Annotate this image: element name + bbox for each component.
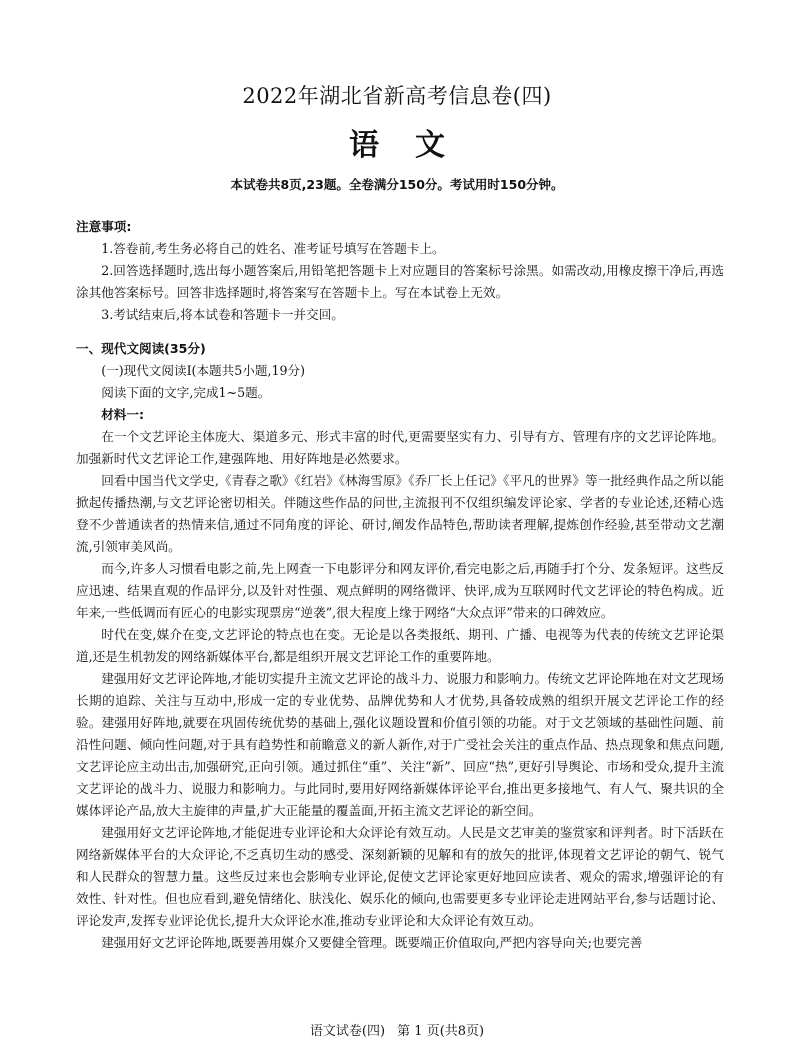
notes-title: 注意事项: bbox=[76, 219, 132, 234]
page-footer bbox=[0, 1020, 794, 1039]
exam-body bbox=[76, 210, 724, 954]
subsection-title: (一)现代文阅读Ⅰ(本题共5小题,19分) bbox=[101, 363, 305, 378]
notes-item: 2.回答选择题时,选出每小题答案后,用铅笔把答题卡上对应题目的答案标号涂黑。如需改动,用橡皮擦干净后,再选涂其他答案标号。回答非选择题时,将答案写在答题卡上。写在本试卷上无效。 bbox=[76, 263, 724, 300]
paragraph: 建强用好文艺评论阵地,才能促进专业评论和大众评论有效互动。人民是文艺审美的鉴赏家和评判者。时下活跃在网络新媒体平台的大众评论,不乏真切生动的感受、深刻新颖的见解和有的放矢的批评,体现着文艺评论的朝气、锐气和人民群众的智慧力量。这些反过来也会影响专业评论,促使文艺评论家更好地回应读者、观众的需求,增强评论的有效性、针对性。但也应看到,避免情绪化、肤浅化、娱乐化的倾向,也需要更多专业评论走进网站平台,参与话题讨论、评论发声,发挥专业评论优长,提升大众评论水准,推动专业评论和大众评论有效互动。 bbox=[76, 825, 724, 928]
footer-label: 语文试卷(四) bbox=[309, 1024, 386, 1039]
notes-item: 3.考试结束后,将本试卷和答题卡一并交回。 bbox=[101, 307, 344, 322]
paragraph: 回看中国当代文学史,《青春之歌》《红岩》《林海雪原》《乔厂长上任记》《平凡的世界》等一批经典作品之所以能掀起传播热潮,与文艺评论密切相关。伴随这些作品的问世,主流报刊不仅组织编发评论家、学者的专业论述,还精心选登不少普通读者的热情来信,通过不同角度的评论、研讨,阐发作品特色,帮助读者理解,提炼创作经验,甚至带动文艺潮流,引领审美风尚。 bbox=[76, 473, 724, 554]
paragraph: 建强用好文艺评论阵地,既要善用媒介又要健全管理。既要端正价值取向,严把内容导向关;也要完善 bbox=[101, 935, 643, 950]
subject-title: 语文 bbox=[349, 128, 481, 163]
paragraph: 而今,许多人习惯看电影之前,先上网查一下电影评分和网友评价,看完电影之后,再随手打个分、发条短评。这些反应迅速、结果直观的作品评分,以及针对性强、观点鲜明的网络微评、快评,成为互联网时代文艺评论的特色构成。近年来,一些低调而有匠心的电影实现票房“逆袭”,很大程度上缘于网络“大众点评”带来的口碑效应。 bbox=[76, 561, 724, 620]
paragraph: 时代在变,媒介在变,文艺评论的特点也在变。无论是以各类报纸、期刊、广播、电视等为代表的传统文艺评论渠道,还是生机勃发的网络新媒体平台,都是组织开展文艺评论工作的重要阵地。 bbox=[76, 627, 724, 664]
instruction: 阅读下面的文字,完成1~5题。 bbox=[101, 385, 271, 400]
footer-page-number: 第 1 页(共8页) bbox=[397, 1024, 485, 1039]
section-title: 一、现代文阅读(35分) bbox=[76, 341, 206, 356]
exam-info: 本试卷共8页,23题。全卷满分150分。考试用时150分钟。 bbox=[230, 177, 564, 192]
paragraph: 建强用好文艺评论阵地,才能切实提升主流文艺评论的战斗力、说服力和影响力。传统文艺评论阵地在对文艺现场长期的追踪、关注与互动中,形成一定的专业优势、品牌优势和人才优势,具备较成熟的组织开展文艺评论工作的经验。建强用好阵地,就要在巩固传统优势的基础上,强化议题设置和价值引领的功能。对于文艺领域的基础性问题、前沿性问题、倾向性问题,对于具有趋势性和前瞻意义的新人新作,对于广受社会关注的重点作品、热点现象和焦点问题,文艺评论应主动出击,加强研究,正向引领。通过抓住“重”、关注“新”、回应“热”,更好引导舆论、市场和受众,提升主流文艺评论的战斗力、说服力和影响力。与此同时,要用好网络新媒体评论平台,推出更多接地气、有人气、聚共识的全媒体评论产品,放大主旋律的声量,扩大正能量的覆盖面,开拓主流文艺评论的新空间。 bbox=[76, 671, 724, 818]
exam-title: 2022年湖北省新高考信息卷(四) bbox=[242, 84, 552, 108]
material-label: 材料一: bbox=[101, 407, 145, 422]
paragraph: 在一个文艺评论主体庞大、渠道多元、形式丰富的时代,更需要坚实有力、引导有方、管理有序的文艺评论阵地。加强新时代文艺评论工作,建强阵地、用好阵地是必然要求。 bbox=[76, 429, 724, 466]
notes-item: 1.答卷前,考生务必将自己的姓名、准考证号填写在答题卡上。 bbox=[101, 241, 445, 256]
